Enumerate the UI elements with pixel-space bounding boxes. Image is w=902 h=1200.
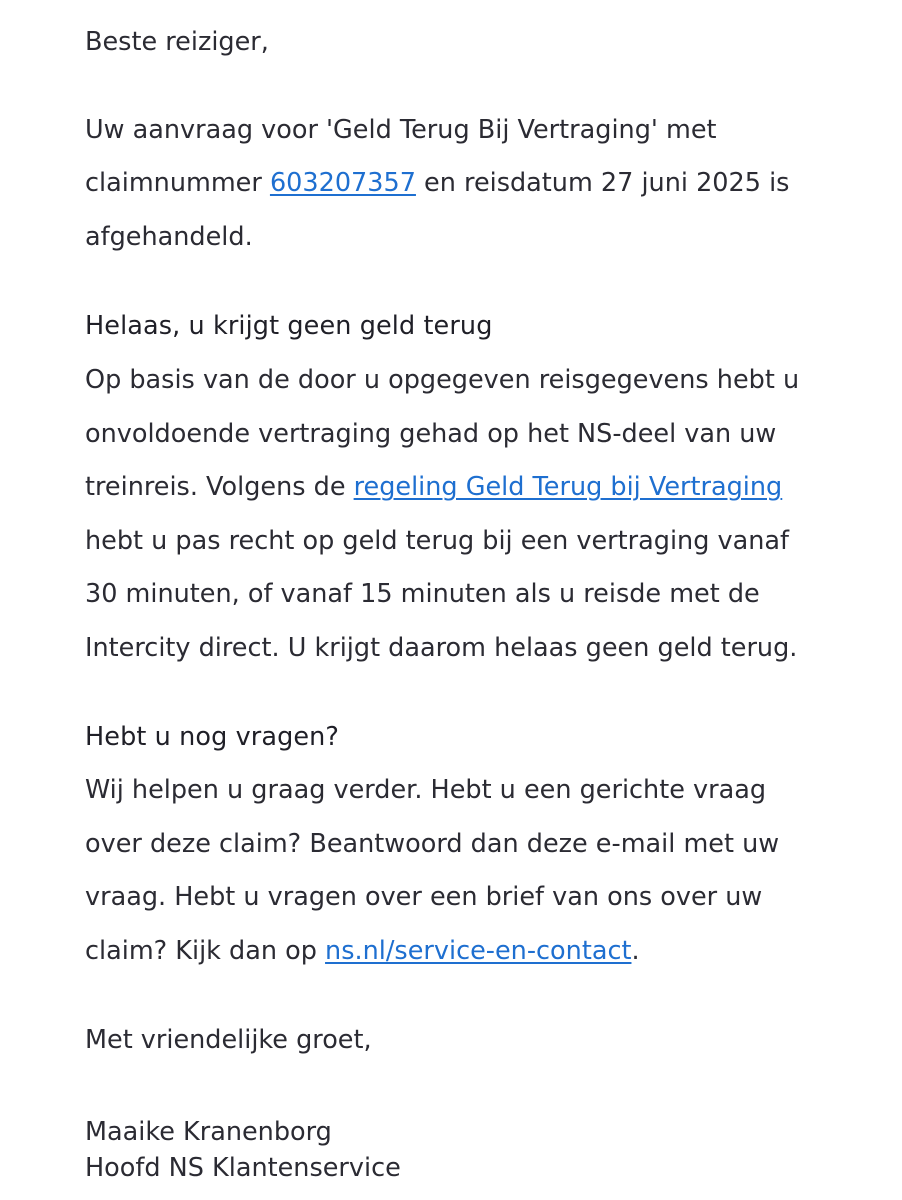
intro-text-before-claim: claimnummer	[85, 168, 270, 198]
closing-greeting: Met vriendelijke groet,	[85, 1025, 372, 1055]
service-contact-link[interactable]: ns.nl/service-en-contact	[325, 936, 632, 966]
greeting: Beste reiziger,	[85, 27, 269, 57]
result-heading: Helaas, u krijgt geen geld terug	[85, 311, 493, 341]
claim-number-link[interactable]: 603207357	[269, 168, 416, 198]
intro-line-1: Uw aanvraag voor 'Geld Terug Bij Vertraging' met	[85, 115, 717, 145]
questions-heading: Hebt u nog vragen?	[85, 722, 340, 752]
result-line-4: hebt u pas recht op geld terug bij een vertraging vanaf	[85, 526, 789, 556]
signature-name: Maaike Kranenborg	[85, 1117, 332, 1147]
intro-text-after-claim: en reisdatum 27 juni 2025 is	[415, 168, 790, 198]
questions-text-after-link: .	[631, 936, 640, 966]
questions-line-4	[85, 935, 640, 967]
intro-line-3: afgehandeld.	[85, 222, 253, 252]
result-line-3	[85, 471, 782, 503]
result-text-before-link: treinreis. Volgens de	[85, 472, 354, 502]
regulation-link[interactable]: regeling Geld Terug bij Vertraging	[353, 472, 783, 502]
result-line-6: Intercity direct. U krijgt daarom helaas geen geld terug.	[85, 633, 798, 663]
intro-line-2	[85, 167, 789, 199]
signature-title: Hoofd NS Klantenservice	[85, 1153, 401, 1183]
result-line-5: 30 minuten, of vanaf 15 minuten als u reisde met de	[85, 579, 760, 609]
questions-text-before-link: claim? Kijk dan op	[85, 936, 326, 966]
questions-line-2: over deze claim? Beantwoord dan deze e-mail met uw	[85, 829, 780, 859]
result-line-2: onvoldoende vertraging gehad op het NS-deel van uw	[85, 419, 777, 449]
result-line-1: Op basis van de door u opgegeven reisgegevens hebt u	[85, 365, 800, 395]
questions-line-1: Wij helpen u graag verder. Hebt u een gerichte vraag	[85, 775, 767, 805]
questions-line-3: vraag. Hebt u vragen over een brief van ons over uw	[85, 882, 763, 912]
